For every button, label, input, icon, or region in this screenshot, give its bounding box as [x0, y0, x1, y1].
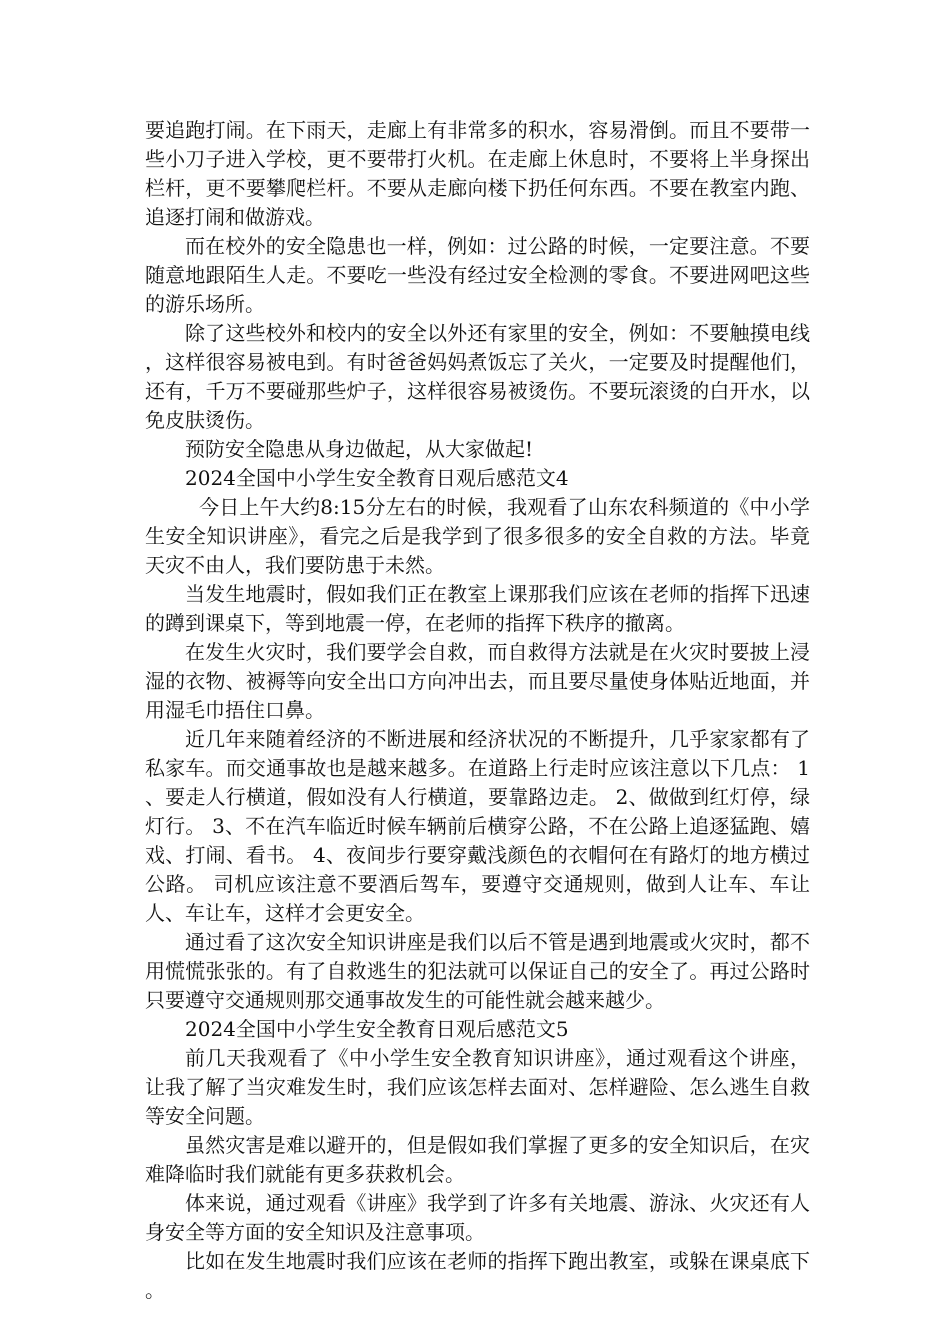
paragraph: 要追跑打闹。在下雨天，走廊上有非常多的积水，容易滑倒。而且不要带一些小刀子进入学校，更不要带打火机。在走廊上休息时，不要将上半身探出栏杆，更不要攀爬栏杆。不要从走廊向楼下扔任何东西。不要在教室内跑、追逐打闹和做游戏。	[145, 118, 810, 229]
paragraph: 前几天我观看了《中小学生安全教育知识讲座》，通过观看这个讲座，让我了解了当灾难发生时，我们应该怎样去面对、怎样避险、怎么逃生自救等安全问题。	[145, 1046, 810, 1128]
section-heading: 2024全国中小学生安全教育日观后感范文5	[185, 1017, 569, 1041]
paragraph: 在发生火灾时，我们要学会自救，而自救得方法就是在火灾时要披上浸湿的衣物、被褥等向安全出口方向冲出去，而且要尽量使身体贴近地面，并用湿毛巾捂住口鼻。	[145, 640, 810, 722]
paragraph: 虽然灾害是难以避开的，但是假如我们掌握了更多的安全知识后，在灾难降临时我们就能有更多获救机会。	[145, 1133, 810, 1186]
paragraph: 而在校外的安全隐患也一样，例如：过公路的时候，一定要注意。不要随意地跟陌生人走。不要吃一些没有经过安全检测的零食。不要进网吧这些的游乐场所。	[145, 234, 810, 316]
paragraph: 体来说，通过观看《讲座》我学到了许多有关地震、游泳、火灾还有人身安全等方面的安全知识及注意事项。	[145, 1191, 810, 1244]
paragraph: 通过看了这次安全知识讲座是我们以后不管是遇到地震或火灾时，都不用慌慌张张的。有了自救逃生的犯法就可以保证自己的安全了。再过公路时只要遵守交通规则那交通事故发生的可能性就会越来越少。	[145, 930, 810, 1012]
paragraph: 预防安全隐患从身边做起，从大家做起!	[185, 437, 534, 461]
paragraph: 今日上午大约8:15分左右的时候，我观看了山东农科频道的《中小学生安全知识讲座》，看完之后是我学到了很多很多的安全自救的方法。毕竟天灾不由人，我们要防患于未然。	[145, 495, 810, 577]
paragraph: 比如在发生地震时我们应该在老师的指挥下跑出教室，或躲在课桌底下。	[145, 1249, 810, 1302]
paragraph: 当发生地震时，假如我们正在教室上课那我们应该在老师的指挥下迅速的蹲到课桌下，等到地震一停，在老师的指挥下秩序的撤离。	[145, 582, 810, 635]
document-body	[145, 116, 810, 1305]
section-heading: 2024全国中小学生安全教育日观后感范文4	[185, 466, 569, 490]
paragraph: 除了这些校外和校内的安全以外还有家里的安全，例如：不要触摸电线，这样很容易被电到。有时爸爸妈妈煮饭忘了关火，一定要及时提醒他们，还有，千万不要碰那些炉子，这样很容易被烫伤。不要玩滚烫的白开水，以免皮肤烫伤。	[145, 321, 810, 432]
paragraph: 近几年来随着经济的不断进展和经济状况的不断提升，几乎家家都有了私家车。而交通事故也是越来越多。在道路上行走时应该注意以下几点： 1、要走人行横道，假如没有人行横道，要靠路边走。 2、做做到红灯停，绿灯行。 3、不在汽车临近时候车辆前后横穿公路，不在公路上追逐猛跑、嬉戏、打闹、看书。 4、夜间步行要穿戴浅颜色的衣帽何在有路灯的地方横过公路。 司机应该注意不要酒后驾车，要遵守交通规则，做到人让车、车让人、车让车，这样才会更安全。	[145, 727, 810, 925]
